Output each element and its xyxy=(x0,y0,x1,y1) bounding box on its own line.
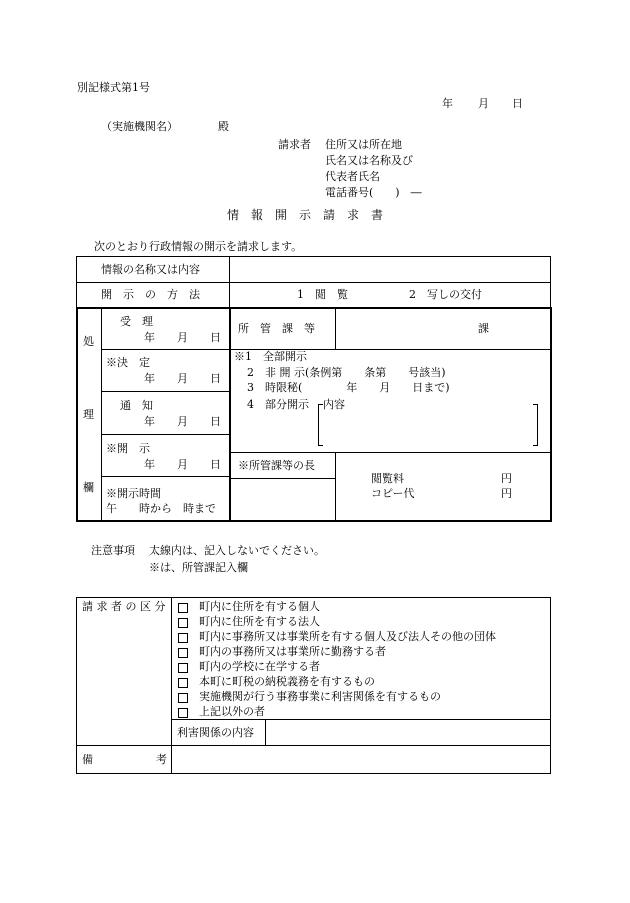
decision-date: 年 月 日 xyxy=(144,372,221,385)
list-item: 本町に町税の納税義務を有するもの xyxy=(199,675,375,688)
result-partial: 4 部分開示 xyxy=(247,398,309,411)
partial-bracket-right xyxy=(533,404,538,446)
checkbox-icon[interactable] xyxy=(178,708,188,718)
remarks-label-2: 考 xyxy=(156,753,167,766)
checkbox-icon[interactable] xyxy=(178,663,188,673)
checkbox-icon[interactable] xyxy=(178,618,188,628)
method-option-view[interactable]: 1 閲 覧 xyxy=(297,288,348,301)
dept-suffix: 課 xyxy=(478,322,489,335)
remarks-value[interactable] xyxy=(174,748,548,771)
fee-view-yen: 円 xyxy=(501,472,512,485)
notes-line2: ※は、所管課記入欄 xyxy=(149,561,248,574)
side-label-3: 欄 xyxy=(83,481,94,494)
name-label-1: 氏名又は名称及び xyxy=(325,154,413,167)
receipt-label: 受 理 xyxy=(120,315,153,328)
list-item: 実施機関が行う事務事業に利害関係を有するもの xyxy=(199,690,441,703)
checkbox-icon[interactable] xyxy=(178,633,188,643)
intro-text: 次のとおり行政情報の開示を請求します。 xyxy=(94,240,303,253)
result-nondisclosure: 2 非 開 示(条例第 条第 号該当) xyxy=(247,366,446,379)
address-label: 住所又は所在地 xyxy=(325,138,402,151)
list-item: 上記以外の者 xyxy=(199,705,265,718)
date-day: 日 xyxy=(512,97,523,110)
category-label: 請 求 者 の 区 分 xyxy=(82,600,166,613)
receipt-date: 年 月 日 xyxy=(144,331,221,344)
interest-value[interactable] xyxy=(268,721,548,743)
disclosure-time-label: ※開示時間 xyxy=(106,487,161,500)
notes-line1: 太線内は、記入しないでください。 xyxy=(149,544,325,557)
info-name-value[interactable] xyxy=(232,258,548,280)
result-timelimit: 3 時限秘( 年 月 日まで) xyxy=(247,381,450,394)
date-year: 年 xyxy=(442,97,453,110)
list-item: 町内の学校に在学する者 xyxy=(199,660,320,673)
notice-label: 通 知 xyxy=(120,399,153,412)
list-item: 町内に事務所又は事業所を有する個人及び法人その他の団体 xyxy=(199,630,496,643)
notes-label: 注意事項 xyxy=(91,544,135,557)
date-month: 月 xyxy=(478,97,489,110)
result-full: ※1 全部開示 xyxy=(234,350,307,363)
form-number: 別記様式第1号 xyxy=(77,81,150,94)
dept-label: 所 管 課 等 xyxy=(238,322,315,335)
checkbox-icon[interactable] xyxy=(178,678,188,688)
info-name-label: 情報の名称又は内容 xyxy=(101,263,200,276)
list-item: 町内の事務所又は事業所に勤務する者 xyxy=(199,645,386,658)
partial-detail-label: 内容 xyxy=(323,398,345,411)
list-item: 町内に住所を有する個人 xyxy=(199,600,320,613)
interest-label: 利害関係の内容 xyxy=(177,726,254,739)
remarks-label-1: 備 xyxy=(82,753,93,766)
dono-label: 殿 xyxy=(218,120,229,133)
requester-label: 請求者 xyxy=(278,138,311,151)
checkbox-icon[interactable] xyxy=(178,603,188,613)
fee-copy-label: コピー代 xyxy=(371,487,415,500)
disclosure-label: ※開 示 xyxy=(106,442,150,455)
agency-name: （実施機関名） xyxy=(101,120,178,133)
decision-label: ※決 定 xyxy=(106,356,150,369)
side-label-1: 処 xyxy=(83,335,94,348)
fee-copy-yen: 円 xyxy=(501,487,512,500)
disclosure-date: 年 月 日 xyxy=(144,458,221,471)
list-item: 町内に住所を有する法人 xyxy=(199,615,320,628)
dept-head-label: ※所管課等の長 xyxy=(238,459,315,472)
method-option-copy[interactable]: 2 写しの交付 xyxy=(409,288,482,301)
fee-view-label: 閲覧料 xyxy=(371,472,404,485)
phone-label: 電話番号( ) ― xyxy=(325,186,422,199)
name-label-2: 代表者氏名 xyxy=(325,170,380,183)
side-label-2: 理 xyxy=(83,408,94,421)
notice-date: 年 月 日 xyxy=(144,415,221,428)
method-label: 開 示 の 方 法 xyxy=(101,288,200,301)
checkbox-icon[interactable] xyxy=(178,648,188,658)
checkbox-icon[interactable] xyxy=(178,693,188,703)
form-title: 情 報 開 示 請 求 書 xyxy=(227,208,384,222)
disclosure-time-value: 午 時から 時まで xyxy=(106,502,216,515)
